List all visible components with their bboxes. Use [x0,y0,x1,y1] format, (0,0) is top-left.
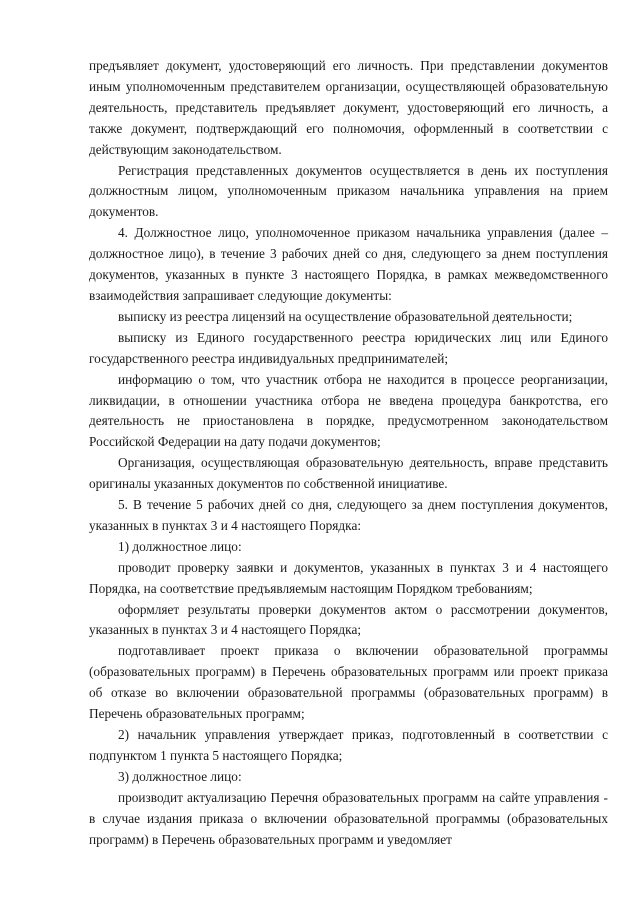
paragraph-subitem-3: 3) должностное лицо: [118,768,242,784]
paragraph-reorganization-info: информацию о том, что участник отбора не находится в процессе реорганизации, ликвидации, в отношении участника отбора не введена процедура банкротства, его деятельность не приостановлена в порядке, предусмотренном законодательством Российской Федерации на дату подачи документов; [89,371,608,450]
paragraph-originals-right: Организация, осуществляющая образовательную деятельность, вправе представить оригиналы указанных документов по собственной инициативе. [89,455,608,492]
paragraph-check-act: оформляет результаты проверки документов актом о рассмотрении документов, указанных в пунктах 3 и 4 настоящего Порядка; [89,601,608,638]
paragraph-subitem-2: 2) начальник управления утверждает приказ, подготовленный в соответствии с подпунктом 1 пункта 5 настоящего Порядка; [89,727,608,763]
paragraph-list-update: производит актуализацию Перечня образовательных программ на сайте управления - в случае издания приказа о включении образовательной программы (образовательных программ) в Перечень образовательных программ и уведомляет [89,789,608,847]
paragraph-subitem-1: 1) должностное лицо: [118,538,242,554]
paragraph-license-extract: выписку из реестра лицензий на осуществление образовательной деятельности; [118,308,573,324]
paragraph-draft-order: подготавливает проект приказа о включении образовательной программы (образовательных программ) в Перечень образовательных программ или проект приказа об отказе во включении образовательной программы (образовательных программ) в Перечень образовательных программ; [89,643,608,722]
document-body [89,56,608,850]
paragraph-identity-document: предъявляет документ, удостоверяющий его личность. При представлении документов иным уполномоченным представителем организации, осуществляющей образовательную деятельность, представитель предъявляет документ, удостоверяющий его личность, а также документ, подтверждающий его полномочия, оформленный в соответствии с действующим законодательством. [89,58,608,157]
paragraph-registration: Регистрация представленных документов осуществляется в день их поступления должностным лицом, уполномоченным приказом начальника управления на прием документов. [89,162,608,220]
paragraph-state-register-extract: выписку из Единого государственного реестра юридических лиц или Единого государственного реестра индивидуальных предпринимателей; [89,329,608,366]
paragraph-item-4: 4. Должностное лицо, уполномоченное приказом начальника управления (далее – должностное лицо), в течение 3 рабочих дней со дня, следующего за днем поступления документов, указанных в пункте 3 настоящего Порядка, в рамках межведомственного взаимодействия запрашивает следующие документы: [89,225,608,303]
paragraph-item-5: 5. В течение 5 рабочих дней со дня, следующего за днем поступления документов, указанных в пунктах 3 и 4 настоящего Порядка: [89,497,608,533]
paragraph-check-application: проводит проверку заявки и документов, указанных в пунктах 3 и 4 настоящего Порядка, на соответствие предъявляемым настоящим Порядком требованиям; [89,559,608,596]
